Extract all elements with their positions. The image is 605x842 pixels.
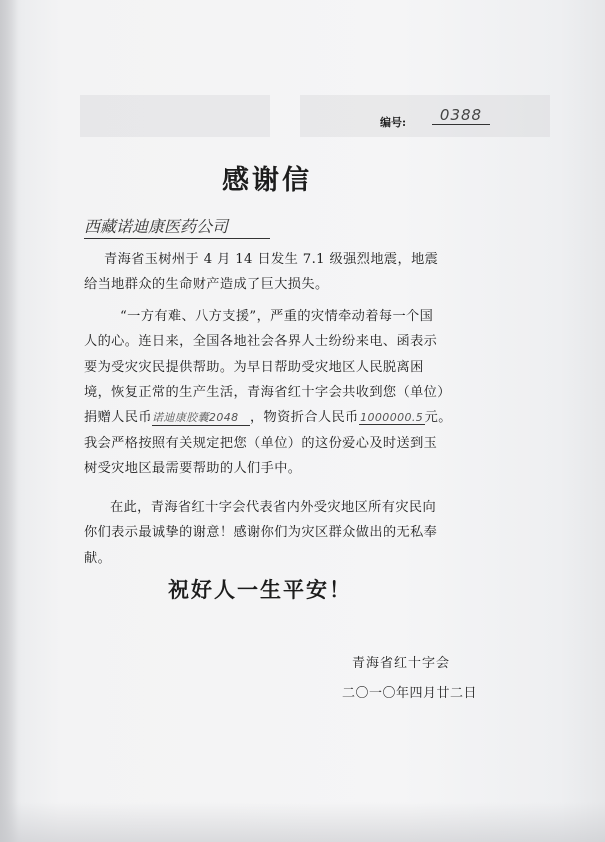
donation-suffix: 元。 bbox=[424, 410, 452, 425]
body-paragraph-2-line: 我会严格按照有关规定把您（单位）的这份爱心及时送到玉 bbox=[84, 436, 438, 451]
body-paragraph-1-line: 青海省玉树州于 4 月 14 日发生 7.1 级强烈地震，地震 bbox=[104, 252, 439, 267]
donation-prefix: 捐赠人民币 bbox=[84, 410, 152, 425]
donation-amount-handwritten: 1000000.5 bbox=[360, 411, 424, 424]
donation-line bbox=[84, 406, 452, 426]
bleed-through-mark bbox=[300, 95, 550, 137]
body-paragraph-2-line: 境，恢复正常的生产生活，青海省红十字会共收到您（单位） bbox=[84, 385, 451, 400]
body-paragraph-3-line: 你们表示最诚挚的谢意！感谢你们为灾区群众做出的无私奉 bbox=[84, 525, 438, 540]
serial-number-value: 0388 bbox=[432, 106, 490, 125]
body-paragraph-2-line: 树受灾地区最需要帮助的人们手中。 bbox=[84, 461, 302, 476]
donation-middle: ，物资折合人民币 bbox=[249, 410, 359, 425]
body-paragraph-2-line: “一方有难、八方支援”，严重的灾情牵动着每一个国 bbox=[120, 309, 434, 324]
body-paragraph-1-line: 给当地群众的生命财产造成了巨大损失。 bbox=[84, 277, 329, 292]
signature-date: 二〇一〇年四月廿二日 bbox=[342, 686, 478, 701]
serial-number-label: 编号: bbox=[380, 116, 407, 129]
page-title: 感谢信 bbox=[222, 165, 312, 196]
page-bottom-shadow bbox=[0, 802, 605, 842]
body-paragraph-3-line: 在此，青海省红十字会代表省内外受灾地区所有灾民向 bbox=[110, 500, 437, 515]
body-paragraph-3-line: 献。 bbox=[84, 551, 112, 566]
closing-blessing: 祝好人一生平安！ bbox=[168, 577, 352, 602]
donated-item-handwritten: 诺迪康胶囊2048 bbox=[152, 409, 250, 426]
body-paragraph-2-line: 人的心。连日来，全国各地社会各界人士纷纷来电、函表示 bbox=[84, 334, 438, 349]
page-edge-shadow bbox=[0, 0, 18, 842]
signer-organization: 青海省红十字会 bbox=[352, 656, 451, 671]
recipient-name: 西藏诺迪康医药公司 bbox=[84, 214, 270, 239]
bleed-through-mark bbox=[80, 95, 270, 137]
body-paragraph-2-line: 要为受灾灾民提供帮助。为早日帮助受灾地区人民脱离困 bbox=[84, 360, 424, 375]
